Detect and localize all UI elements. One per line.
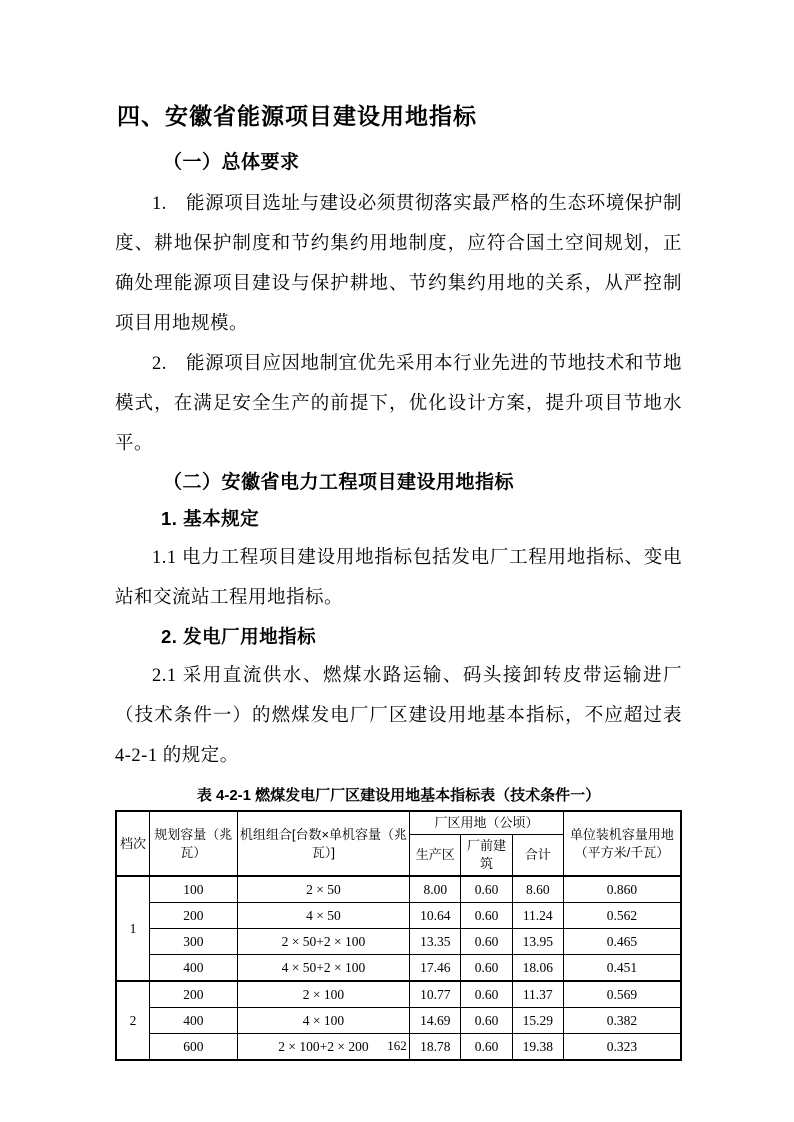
cell-combo: 2 × 50: [237, 876, 410, 903]
cell-front: 0.60: [461, 1034, 512, 1061]
cell-total: 8.60: [512, 876, 563, 903]
table-header: [116, 811, 681, 876]
header-cell-total: 合计: [512, 835, 563, 877]
cell-combo: 4 × 50: [237, 903, 410, 929]
cell-combo: 2 × 100+2 × 200: [237, 1034, 410, 1061]
header-cell-area-group: 厂区用地（公顷）: [410, 811, 564, 835]
header-cell-front: 厂前建筑: [461, 835, 512, 877]
subsection-1-heading: 1. 基本规定: [161, 508, 260, 529]
table-row: [116, 955, 681, 982]
cell-total: 11.37: [512, 981, 563, 1008]
cell-unit: 0.562: [563, 903, 681, 929]
cell-total: 13.95: [512, 929, 563, 955]
table-4-2-1: [115, 810, 682, 1061]
cell-front: 0.60: [461, 903, 512, 929]
cell-capacity: 400: [149, 1008, 237, 1034]
paragraph-1-1: 1.1 电力工程项目建设用地指标包括发电厂工程用地指标、变电站和交流站工程用地指标。: [115, 548, 682, 608]
table-row: [116, 876, 681, 903]
cell-prod: 18.78: [410, 1034, 461, 1061]
doc-title: 四、安徽省能源项目建设用地指标: [117, 103, 477, 129]
cell-prod: 14.69: [410, 1008, 461, 1034]
cell-tier: 2: [116, 981, 149, 1060]
cell-front: 0.60: [461, 955, 512, 982]
cell-prod: 8.00: [410, 876, 461, 903]
tier-group-1: [116, 876, 681, 981]
header-cell-prod: 生产区: [410, 835, 461, 877]
cell-front: 0.60: [461, 1008, 512, 1034]
cell-unit: 0.382: [563, 1008, 681, 1034]
cell-total: 18.06: [512, 955, 563, 982]
cell-combo: 4 × 100: [237, 1008, 410, 1034]
cell-prod: 13.35: [410, 929, 461, 955]
cell-unit: 0.323: [563, 1034, 681, 1061]
cell-capacity: 400: [149, 955, 237, 982]
cell-tier: 1: [116, 876, 149, 981]
cell-prod: 10.77: [410, 981, 461, 1008]
header-cell-capacity: 规划容量（兆瓦）: [149, 811, 237, 876]
header-cell-tier: 档次: [116, 811, 149, 876]
page-number: 162: [387, 1038, 407, 1053]
table-row: [116, 903, 681, 929]
cell-front: 0.60: [461, 876, 512, 903]
subsection-2-heading: 2. 发电厂用地指标: [161, 626, 317, 647]
table-row: [116, 929, 681, 955]
cell-unit: 0.860: [563, 876, 681, 903]
cell-unit: 0.569: [563, 981, 681, 1008]
cell-combo: 4 × 50+2 × 100: [237, 955, 410, 982]
cell-front: 0.60: [461, 929, 512, 955]
table-header-row-1: [116, 811, 681, 835]
paragraph-2-1: 2.1 采用直流供水、燃煤水路运输、码头接卸转皮带运输进厂（技术条件一）的燃煤发电厂厂区建设用地基本指标，不应超过表 4-2-1 的规定。: [115, 666, 682, 766]
cell-total: 19.38: [512, 1034, 563, 1061]
cell-prod: 10.64: [410, 903, 461, 929]
cell-total: 15.29: [512, 1008, 563, 1034]
cell-prod: 17.46: [410, 955, 461, 982]
cell-unit: 0.465: [563, 929, 681, 955]
table-row: [116, 981, 681, 1008]
cell-capacity: 100: [149, 876, 237, 903]
cell-capacity: 600: [149, 1034, 237, 1061]
cell-capacity: 200: [149, 903, 237, 929]
header-cell-combo: 机组组合[台数×单机容量（兆瓦）]: [237, 811, 410, 876]
cell-capacity: 300: [149, 929, 237, 955]
header-cell-unit: 单位装机容量用地（平方米/千瓦）: [563, 811, 681, 876]
section-2-heading: （二）安徽省电力工程项目建设用地指标: [163, 472, 515, 493]
paragraph-2: 2. 能源项目应因地制宜优先采用本行业先进的节地技术和节地模式，在满足安全生产的前提下，优化设计方案，提升项目节地水平。: [115, 354, 682, 454]
section-1-heading: （一）总体要求: [163, 152, 300, 173]
table-caption: 表 4-2-1 燃煤发电厂厂区建设用地基本指标表（技术条件一）: [196, 787, 601, 804]
cell-capacity: 200: [149, 981, 237, 1008]
paragraph-1: 1. 能源项目选址与建设必须贯彻落实最严格的生态环境保护制度、耕地保护制度和节约集约用地制度，应符合国土空间规划，正确处理能源项目建设与保护耕地、节约集约用地的关系，从严控制项目用地规模。: [115, 194, 682, 334]
cell-total: 11.24: [512, 903, 563, 929]
table-row: [116, 1008, 681, 1034]
cell-combo: 2 × 50+2 × 100: [237, 929, 410, 955]
cell-combo: 2 × 100: [237, 981, 410, 1008]
cell-unit: 0.451: [563, 955, 681, 982]
cell-front: 0.60: [461, 981, 512, 1008]
